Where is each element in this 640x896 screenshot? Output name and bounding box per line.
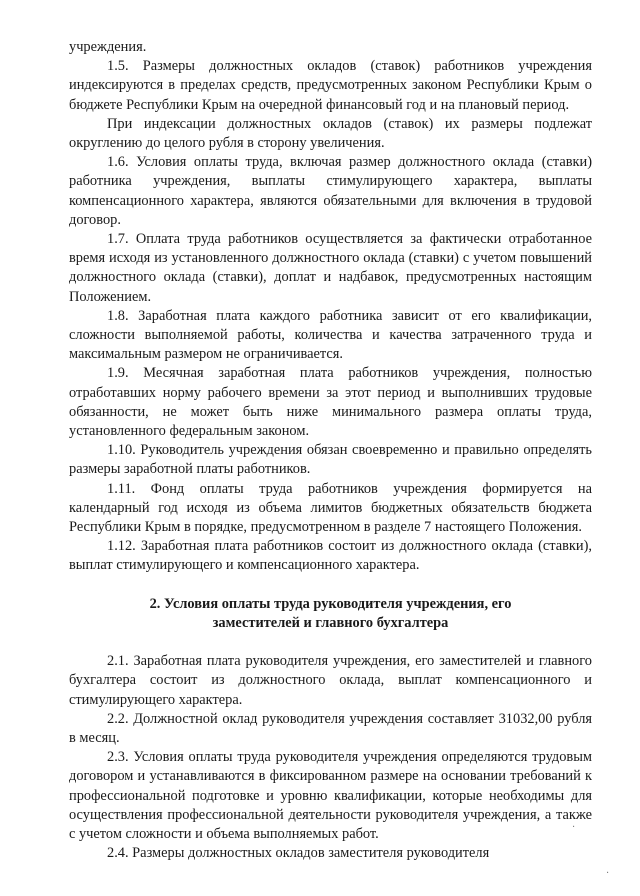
paragraph-1-10: 1.10. Руководитель учреждения обязан своевременно и правильно определять размеры заработной платы работников. [69, 442, 592, 478]
paragraph-1-5: 1.5. Размеры должностных окладов (ставок) работников учреждения индексируются в пределах средств, предусмотренных законом Республики Крым о бюджете Республики Крым на очередной финансовый год и на плановый период. [69, 58, 592, 113]
paragraph-1-9: 1.9. Месячная заработная плата работников учреждения, полностью отработавших норму рабочего времени за этот период и выполнивших трудовые обязанности, не может быть ниже минимального размера оплаты труда, установленного федеральным законом. [69, 365, 592, 440]
paragraph-continuation: учреждения. [69, 39, 147, 55]
section-2-heading-line-1: 2. Условия оплаты труда руководителя учреждения, его [149, 595, 512, 612]
section-2-heading [69, 595, 592, 633]
document-body [69, 38, 592, 863]
paragraph-2-1: 2.1. Заработная плата руководителя учреждения, его заместителей и главного бухгалтера состоит из должностного оклада, выплат компенсационного и стимулирующего характера. [69, 653, 592, 708]
paragraph-1-11: 1.11. Фонд оплаты труда работников учреждения формируется на календарный год исходя из объема лимитов бюджетных обязательств бюджета Республики Крым в порядке, предусмотренном в разделе 7 настоящего Положения. [69, 480, 592, 536]
section-2-heading-line-2: заместителей и главного бухгалтера [212, 614, 449, 631]
paragraph-1-8: 1.8. Заработная плата каждого работника зависит от его квалификации, сложности выполняемой работы, количества и качества затраченного труда и максимальным размером не ограничивается. [69, 307, 592, 363]
scan-speck: · [606, 868, 610, 879]
paragraph-indexation: При индексации должностных окладов (ставок) их размеры подлежат округлению до целого рубля в сторону увеличения. [69, 115, 592, 152]
paragraph-1-7: 1.7. Оплата труда работников осуществляется за фактически отработанное время исходя из установленного должностного оклада (ставки) с учетом повышений должностного оклада (ставки), доплат и надбавок, предусмотренных настоящим Положением. [69, 231, 592, 305]
paragraph-2-4: 2.4. Размеры должностных окладов заместителя руководителя [107, 845, 490, 862]
scan-speck: · [572, 822, 576, 833]
paragraph-1-6: 1.6. Условия оплаты труда, включая размер должностного оклада (ставки) работника учреждения, выплаты стимулирующего характера, выплаты компенсационного характера, являются обязательными для включения в трудовой договор. [69, 154, 592, 228]
paragraph-2-2: 2.2. Должностной оклад руководителя учреждения составляет 31032,00 рубля в месяц. [69, 710, 592, 746]
paragraph-1-12: 1.12. Заработная плата работников состоит из должностного оклада (ставки), выплат стимулирующего и компенсационного характера. [69, 538, 592, 574]
paragraph-2-3: 2.3. Условия оплаты труда руководителя учреждения определяются трудовым договором и устанавливаются в фиксированном размере на основании требований к профессиональной подготовке и уровню квалификации, которые необходимы для осуществления профессиональной деятельности руководителя учреждения, а также с учетом сложности и объема выполняемых работ. [69, 749, 592, 842]
